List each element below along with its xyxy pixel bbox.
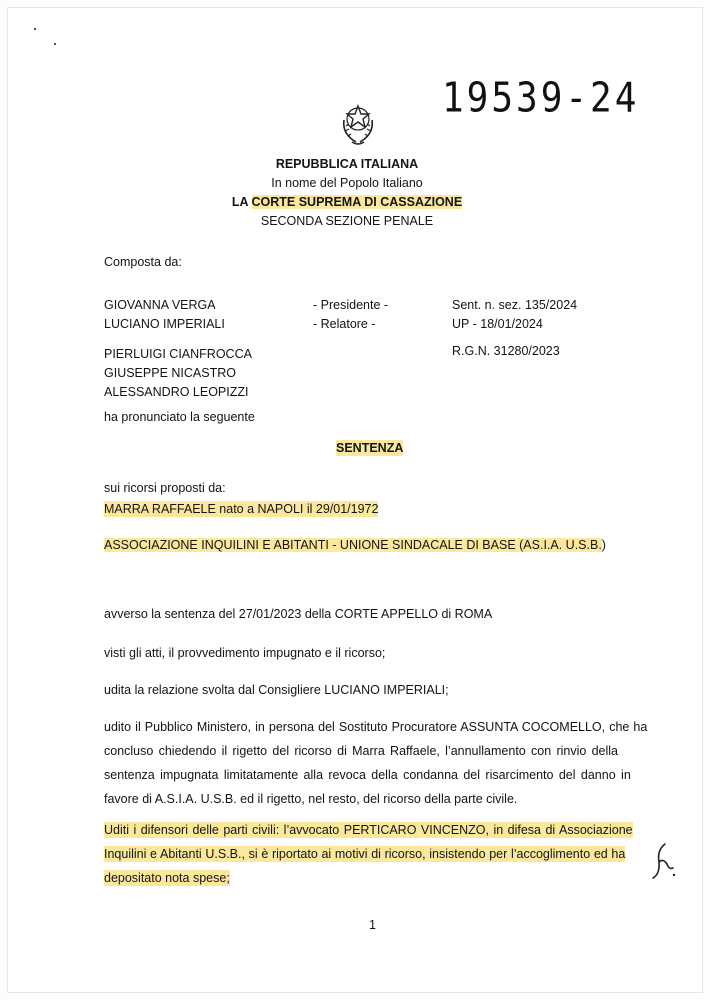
scan-mark	[34, 28, 36, 30]
judge-role: - Relatore -	[313, 317, 376, 331]
judge-name: ALESSANDRO LEOPIZZI	[104, 385, 249, 399]
handwritten-initial-icon	[643, 840, 679, 882]
party-asia-name: ASSOCIAZIONE INQUILINI E ABITANTI - UNIONE SINDACALE DI BASE (AS.I.A. U.S.B.	[104, 538, 602, 552]
party-asia	[104, 537, 606, 553]
scan-mark	[54, 43, 56, 45]
difensori-paragraph-line: depositato nota spese;	[104, 871, 230, 885]
judge-name: LUCIANO IMPERIALI	[104, 317, 225, 331]
pm-paragraph-line: udito il Pubblico Ministero, in persona del Sostituto Procuratore ASSUNTA COCOMELLO, che ha	[104, 720, 648, 734]
document-page	[8, 8, 702, 992]
page-number: 1	[369, 918, 376, 932]
judge-role: - Presidente -	[313, 298, 389, 312]
ricorsi-line: sui ricorsi proposti da:	[104, 481, 226, 495]
pm-paragraph-line: concluso chiedendo il rigetto del ricorso di Marra Raffaele, l’annullamento con rinvio della	[104, 744, 619, 758]
corte-line	[0, 194, 694, 210]
corte-name: CORTE SUPREMA DI CASSAZIONE	[251, 195, 463, 209]
corte-prefix: LA	[231, 195, 252, 209]
udita-line: udita la relazione svolta dal Consigliere LUCIANO IMPERIALI;	[104, 683, 449, 697]
stamp-number: 19539-24	[442, 74, 640, 123]
sentenza-title: SENTENZA	[336, 441, 404, 455]
sentence-number: Sent. n. sez. 135/2024	[452, 298, 578, 312]
rgn-number: R.G.N. 31280/2023	[452, 344, 560, 358]
republic-emblem-icon	[338, 102, 378, 148]
avverso-line: avverso la sentenza del 27/01/2023 della CORTE APPELLO di ROMA	[104, 607, 493, 621]
hearing-date: UP - 18/01/2024	[452, 317, 543, 331]
in-nome-line: In nome del Popolo Italiano	[271, 176, 423, 190]
republic-title: REPUBBLICA ITALIANA	[275, 157, 419, 171]
visti-line: visti gli atti, il provvedimento impugnato e il ricorso;	[104, 646, 386, 660]
difensori-paragraph-line: Inquilini e Abitanti U.S.B., si è riportato ai motivi di ricorso, insistendo per l’accoglimento ed ha	[104, 847, 626, 861]
party-marra: MARRA RAFFAELE nato a NAPOLI il 29/01/1972	[104, 502, 379, 516]
pronunciato-line: ha pronunciato la seguente	[104, 410, 255, 424]
party-asia-tail: )	[601, 538, 606, 552]
pm-paragraph-line: favore di A.S.I.A. U.S.B. ed il rigetto, nel resto, del ricorso della parte civile.	[104, 792, 518, 806]
pm-paragraph-line: sentenza impugnata limitatamente alla revoca della condanna del risarcimento del danno in	[104, 768, 631, 782]
judge-name: GIUSEPPE NICASTRO	[104, 366, 236, 380]
judge-name: GIOVANNA VERGA	[104, 298, 216, 312]
judge-name: PIERLUIGI CIANFROCCA	[104, 347, 252, 361]
composta-label: Composta da:	[104, 255, 182, 269]
difensori-paragraph-line: Uditi i difensori delle parti civili: l’avvocato PERTICARO VINCENZO, in difesa di Associazione	[104, 823, 633, 837]
sezione-line: SECONDA SEZIONE PENALE	[260, 214, 434, 228]
